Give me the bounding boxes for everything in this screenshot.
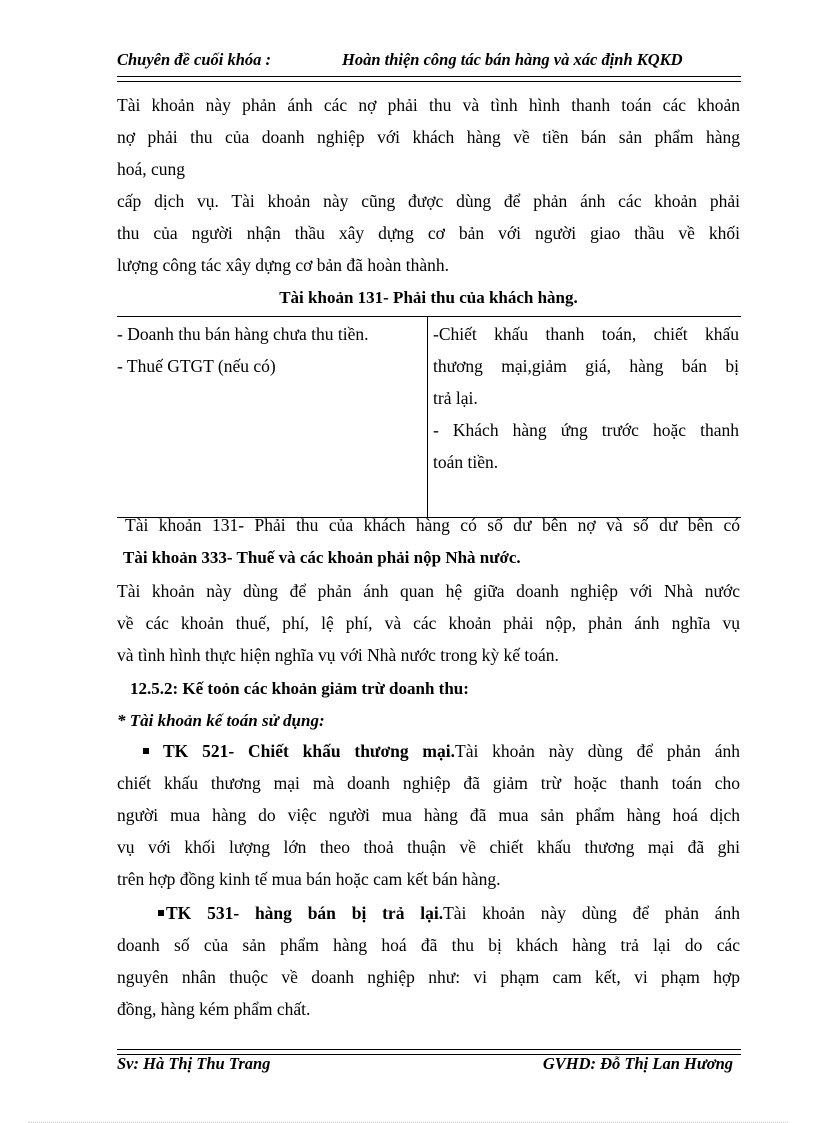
text-line: cấp dịch vụ. Tài khoản này cũng được dùng để phản ánh các khoản phải	[117, 191, 740, 211]
footer-student: Sv: Hà Thị Thu Trang	[117, 1054, 271, 1073]
credit-item: trả lại.	[433, 388, 478, 408]
tk521-label: TK 521- Chiết khấu thương mại.	[163, 741, 455, 761]
header-right: Hoàn thiện công tác bán hàng và xác định KQKD	[342, 50, 683, 69]
section-heading	[117, 679, 469, 699]
credit-item: thương mại,giảm giá, hàng bán bị	[433, 356, 739, 376]
text-line: thu của người nhận thầu xây dựng cơ bản với người giao thầu về khối	[117, 223, 740, 243]
page-header	[117, 50, 741, 74]
credit-item: -Chiết khấu thanh toán, chiết khấu	[433, 324, 739, 344]
account-131-title: Tài khoản 131- Phải thu của khách hàng.	[279, 288, 578, 307]
text-line: chiết khấu thương mại mà doanh nghiệp đã giảm trừ hoặc thanh toán cho	[117, 773, 740, 793]
account-333-paragraph	[117, 575, 740, 671]
section-subheading: * Tài khoản kế toán sử dụng:	[117, 711, 325, 730]
text-line: về các khoản thuế, phí, lệ phí, và các khoản phải nộp, phản ánh nghĩa vụ	[117, 613, 740, 633]
text-line: đồng, hàng kém phẩm chất.	[117, 999, 311, 1019]
tk521-first-line-rest: Tài khoản này dùng để phản ánh	[455, 741, 741, 761]
header-left: Chuyên đề cuối khóa :	[117, 50, 272, 69]
debit-column	[117, 318, 423, 382]
intro-paragraph	[117, 89, 740, 281]
text-line: vụ với khối lượng lớn theo thoả thuận về chiết khấu thương mại đã ghi	[117, 837, 740, 857]
text-line: Tài khoản này phản ánh các nợ phải thu và tình hình thanh toán các khoản	[117, 95, 740, 115]
text-line: trên hợp đồng kinh tế mua bán hoặc cam kết bán hàng.	[117, 869, 501, 889]
text-line: và tình hình thực hiện nghĩa vụ với Nhà nước trong kỳ kế toán.	[117, 645, 559, 665]
footer-supervisor: GVHD: Đỗ Thị Lan Hương	[542, 1054, 733, 1073]
account-131-note: Tài khoản 131- Phải thu của khách hàng có số dư bên nợ và số dư bên có	[125, 515, 740, 535]
text-line: nợ phải thu của doanh nghiệp với khách hàng về tiền bán sản phẩm hàng	[117, 127, 740, 147]
section-heading-text: 12.5.2: Kế toỏn các khoản giảm trừ doanh thu:	[130, 679, 469, 698]
tk531-label: TK 531- hàng bán bị trả lại.	[166, 903, 444, 923]
tk531-paragraph	[117, 929, 740, 1025]
text-line: người mua hàng do việc người mua hàng đã mua sản phẩm hàng hoá dịch	[117, 805, 740, 825]
bullet-icon	[143, 748, 149, 754]
tk521-first-line	[143, 741, 740, 762]
tk531-first-line-rest: Tài khoản này dùng để phản ánh	[443, 903, 740, 923]
text-line: Tài khoản này dùng để phản ánh quan hệ giữa doanh nghiệp với Nhà nước	[117, 581, 740, 601]
debit-item: - Doanh thu bán hàng chưa thu tiền.	[117, 324, 369, 344]
bullet-icon	[158, 910, 164, 916]
account-333-title: Tài khoản 333- Thuế và các khoản phải nộp Nhà nước.	[123, 548, 521, 567]
page-footer	[117, 1054, 741, 1078]
header-rule	[117, 76, 741, 82]
ledger-divider	[427, 317, 428, 517]
credit-item: toán tiền.	[433, 452, 499, 472]
tk531-first-line	[158, 903, 740, 924]
text-line: doanh số của sản phẩm hàng hoá đã thu bị khách hàng trả lại do các	[117, 935, 740, 955]
text-line: lượng công tác xây dựng cơ bản đã hoàn thành.	[117, 255, 449, 275]
credit-item: - Khách hàng ứng trước hoặc thanh	[433, 420, 739, 440]
debit-item: - Thuế GTGT (nếu có)	[117, 356, 276, 376]
tk521-paragraph	[117, 767, 740, 895]
text-line: nguyên nhân thuộc về doanh nghiệp như: vi phạm cam kết, vi phạm hợp	[117, 967, 740, 987]
t-account-131	[117, 316, 741, 518]
credit-column	[433, 318, 739, 478]
text-line: hoá, cung	[117, 159, 186, 179]
